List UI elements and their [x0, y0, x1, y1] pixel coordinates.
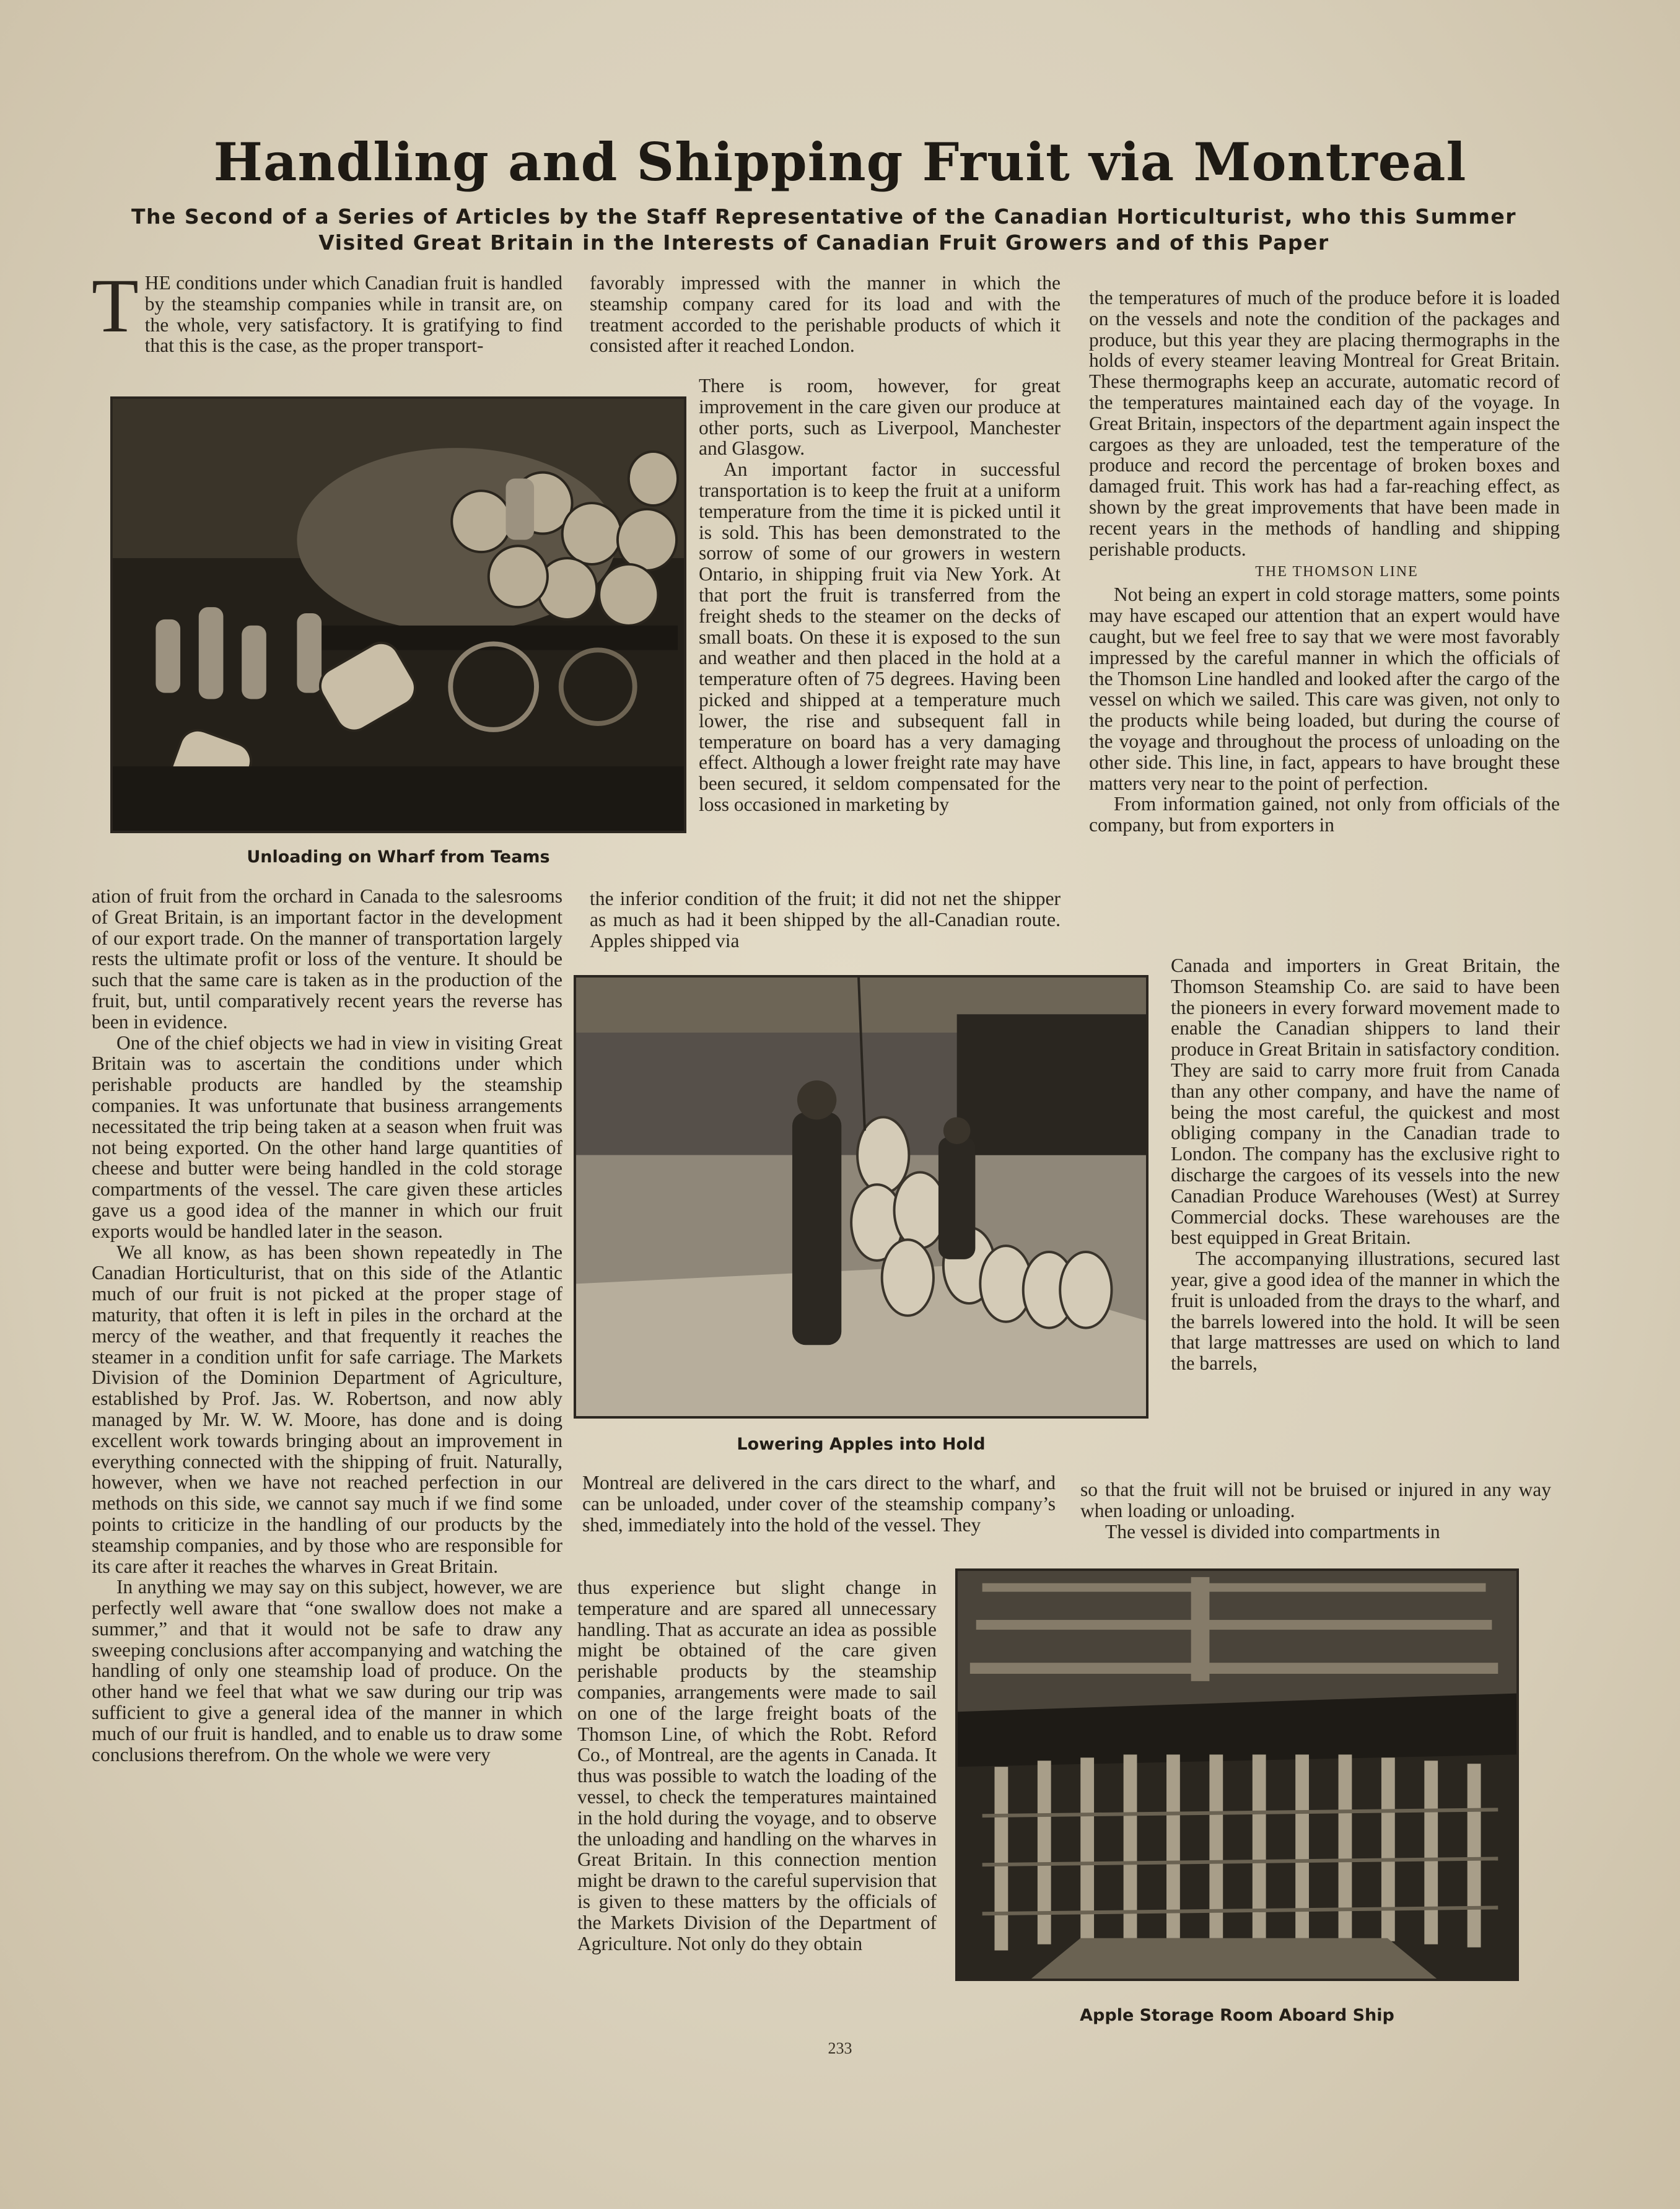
col3-para-3: The accompanying illustrations, secured last year, give a good idea of the manner in which the fruit is unloaded from the drays to the wharf, and the barrels lowered into the hold. It will be seen that large mattresses are used on which to land the barrels, — [1171, 1248, 1560, 1375]
col1-para-4: In anything we may say on this subject, however, we are perfectly well aware that “one swallow does not make a summer,” and that it would not be safe to draw any sweeping conclusions after accompanying and watching the handling of only one steamship load of produce. On the other hand we feel that what we saw during our trip was sufficient to give a general idea of the manner in which much of our fruit is handled, and to enable us to draw some conclusions therefrom. On the whole we were very — [92, 1576, 562, 1765]
col3-para-2: From information gained, not only from officials of the company, but from exporters in — [1089, 793, 1560, 836]
col3-para-0: the temperatures of much of the produce before it is loaded on the vessels and note the condition of the packages and produce, but this year they are placing thermographs in the holds of every steamer leaving Montreal for Great Britain. These thermographs keep an accurate, automatic record of the temperatures maintained each day of the voyage. In Great Britain, inspectors of the department again inspect the cargoes as they are unloaded, test the temperature of the produce and record the percentage of broken boxes and damaged fruit. This work has had a far-reaching effect, as shown by the great improvements that have been made in recent years in the methods of handling and shipping perishable products. — [1089, 287, 1560, 560]
col2-para-2: Montreal are delivered in the cars direct to the wharf, and can be unloaded, under cover of the steamship company’s shed, immediately into the hold of the vessel. They — [582, 1472, 1056, 1536]
col3-para-1: Not being an expert in cold storage matters, some points may have escaped our attention that an expert would have caught, but we feel free to say that we were most favorably impressed by the careful manner in which the officials of the Thomson Line handled and looked after the cargo of the vessel on which we sailed. This care was given, not only to the products while being loaded, but during the course of the voyage and throughout the process of unloading on the other side. This line, in fact, appears to have brought these matters very near to the point of perfection. — [1089, 584, 1560, 794]
drop-cap: T — [92, 263, 139, 348]
col2-top — [590, 273, 1061, 356]
article-title: Handling and Shipping Fruit via Montreal — [213, 131, 1467, 193]
col3-para-4: The vessel is divided into compartments in — [1105, 1520, 1440, 1542]
col1-intro-text: HE conditions under which Canadian fruit is handled by the steamship companies while in transit are, on the whole, very satisfactory. It is gratifying to find that this is the case, as the proper transport- — [144, 272, 562, 357]
col3-beside-fig2 — [1171, 955, 1560, 1374]
page-number: 233 — [828, 2039, 852, 2057]
col2-under-fig1 — [590, 888, 1061, 951]
article-subtitle-line2: Visited Great Britain in the Interests of Canadian Fruit Growers and of this Paper — [318, 230, 1329, 255]
col2-para-1-tail: the inferior condition of the fruit; it did not net the shipper as much as had it been shipped by the all-Canadian route. Apples shipped via — [590, 888, 1061, 951]
col3-bottom — [1080, 1479, 1551, 1542]
col2-para-1: An important factor in successful transportation is to keep the fruit at a uniform temperature from the time it is picked until it is sold. This has been demonstrated to the sorrow of some of our growers in western Ontario, in shipping fruit via New York. At that port the fruit is transferred from the freight sheds to the steamer on the decks of small boats. On these it is exposed to the sun and weather and then placed in the hold at a temperature often of 75 degrees. Having been picked and shipped at a temperature much lower, the rise and subsequent fall in temperature on board has a very damaging effect. Although a lower freight rate may have been secured, it seldom compensated for the loss occasioned in marketing by — [699, 458, 1061, 815]
col2-para-2-tail: thus experience but slight change in temperature and are spared all unnecessary handling. That as accurate an idea as possible might be obtained of the care given perishable products by the steamship companies, arrangements were made to sail on one of the large freight boats of the Thomson Line, of which the Robt. Reford Co., of Montreal, are the agents in Canada. It thus was possible to watch the loading of the vessel, to check the temperatures maintained in the hold during the voyage, and to observe the unloading and handling on the wharves in Great Britain. In this connection mention might be drawn to the careful supervision that is given to these matters by the officials of the Markets Division of the Department of Agriculture. Not only do they obtain — [577, 1577, 937, 1954]
col3-top — [1089, 287, 1560, 836]
photo-unloading-wharf — [110, 396, 686, 833]
col2-bottom — [577, 1577, 937, 1954]
col3-para-2-tail: Canada and importers in Great Britain, the Thomson Steamship Co. are said to have been the pioneers in every forward movement made to enable the Canadian shippers to land their produce in Great Britain in satisfactory condition. They are said to carry more fruit from Canada than any other company, and have the name of being the most careful, the quickest and most obliging company in the Canadian trade to London. The company has the exclusive right to discharge the cargoes of its vessels into the new Canadian Produce Warehouses (West) at Surrey Commercial docks. These warehouses are the best equipped in Great Britain. — [1171, 955, 1560, 1249]
col2-top-tail: There is room, however, for great improvement in the care given our produce at other ports, such as Liverpool, Manchester and Glasgow. — [699, 375, 1061, 460]
caption-fig3: Apple Storage Room Aboard Ship — [1080, 2006, 1394, 2025]
col2-under-fig2 — [582, 1472, 1056, 1535]
col1-body — [92, 886, 562, 1765]
col1-para-2: One of the chief objects we had in view in visiting Great Britain was to ascertain the conditions under which perishable products are handled by the steamship companies. It was unfortunate that business arrangements necessitated the trip being taken at a season when fruit was not being exported. On the other hand large quantities of cheese and butter were being handled in the cold storage compartments of the vessel. The care given these articles gave us a good idea of the manner in which our fruit exports would be handled later in the season. — [92, 1031, 562, 1242]
article-subtitle-line1: The Second of a Series of Articles by the Staff Representative of the Canadian Horticulturist, who this Summer — [131, 204, 1516, 229]
photo-apple-storage-room — [955, 1568, 1519, 1981]
photo-lowering-apples — [574, 975, 1148, 1419]
col1-para-3: We all know, as has been shown repeatedly in The Canadian Horticulturist, that on this side of the Atlantic much of our fruit is not picked at the proper stage of maturity, that often it is left in piles in the orchard at the mercy of the weather, and that frequently it reaches the steamer in a condition unfit for safe carriage. The Markets Division of the Dominion Department of Agriculture, established by Prof. Jas. W. Robertson, and now ably managed by Mr. W. W. Moore, has done and is doing excellent work towards bringing about an improvement in everything connected with the shipping of fruit. Naturally, however, when we have not reached perfection in our methods on this side, we cannot say much if we find some points to criticize in the handling of our products by the steamship companies, and by those who are responsible for its care after it reaches the wharves in Great Britain. — [92, 1241, 562, 1577]
col2-top-text: favorably impressed with the manner in which the steamship company cared for its load and with the treatment accorded to the perishable products of which it consisted after it reached London. — [590, 272, 1061, 357]
col2-beside-fig1 — [699, 375, 1061, 815]
section-heading-thomson-line: THE THOMSON LINE — [1255, 564, 1419, 580]
col1-para-1: ation of fruit from the orchard in Canada to the salesrooms of Great Britain, is an important factor in the development of our export trade. On the manner of transportation largely rests the ultimate profit or loss of the venture. It should be such that the same care is taken as in the production of the fruit, but, until comparatively recent years the reverse has been in evidence. — [92, 885, 562, 1033]
caption-fig1: Unloading on Wharf from Teams — [247, 847, 550, 867]
col1-intro — [92, 263, 562, 357]
col3-para-3-tail: so that the fruit will not be bruised or injured in any way when loading or unloading. — [1080, 1479, 1551, 1521]
caption-fig2: Lowering Apples into Hold — [737, 1435, 986, 1454]
